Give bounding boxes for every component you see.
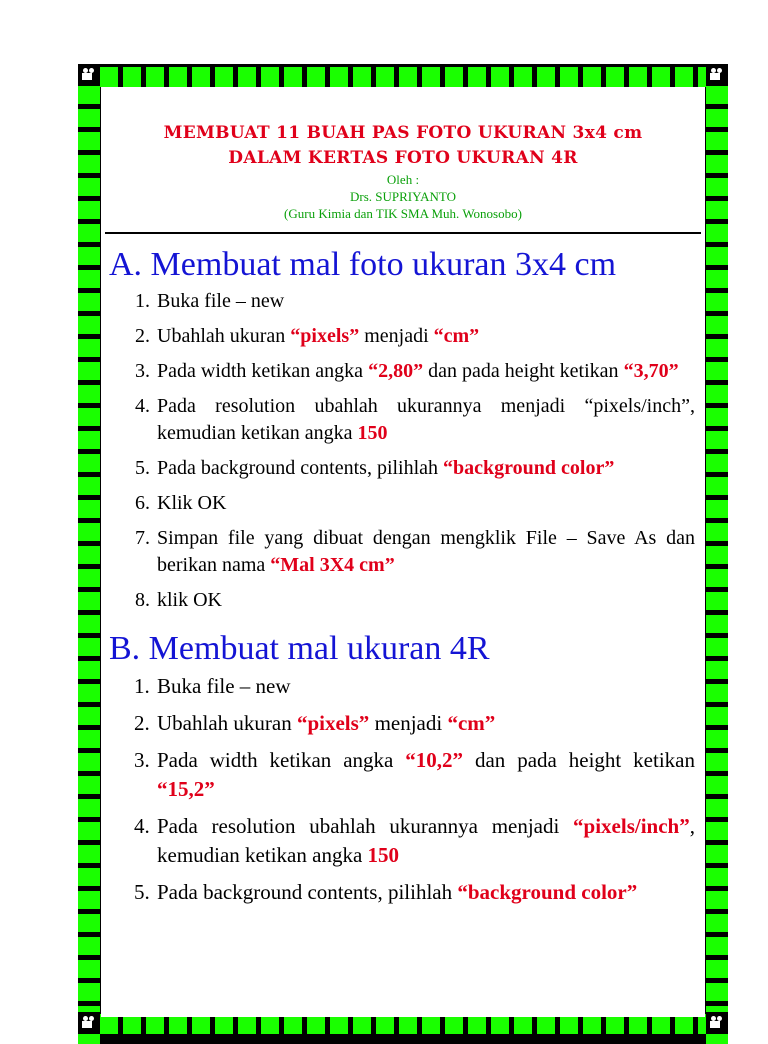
step-text: Pada background contents, pilihlah	[157, 880, 458, 904]
film-strip-bottom	[100, 1014, 706, 1034]
film-strip-left	[78, 86, 100, 1044]
step-text: Pada width ketikan angka	[157, 748, 406, 772]
step-text: , kemudian ketikan angka	[157, 814, 695, 867]
movie-camera-icon	[706, 64, 728, 86]
movie-camera-icon	[706, 1012, 728, 1034]
highlighted-text: “pixels”	[290, 325, 360, 347]
step-text: Pada background contents, pilihlah	[157, 457, 444, 479]
step-text: Simpan file yang dibuat dengan mengklik File – Save As dan berikan nama	[157, 527, 695, 576]
highlighted-text: “15,2”	[157, 777, 215, 801]
list-item	[155, 587, 695, 614]
step-text: Buka file – new	[157, 290, 285, 312]
list-item	[155, 709, 695, 738]
list-item	[155, 812, 695, 870]
step-text: Buka file – new	[157, 674, 291, 698]
document-header	[101, 87, 705, 222]
highlighted-text: “2,80”	[368, 360, 424, 382]
movie-camera-icon	[78, 64, 100, 86]
step-text: Pada resolution ubahlah ukurannya menjadi	[157, 814, 574, 838]
list-item	[155, 393, 695, 447]
highlighted-text: “cm”	[447, 711, 496, 735]
step-text: dan pada height ketikan	[423, 360, 624, 382]
title-line-1: MEMBUAT 11 BUAH PAS FOTO UKURAN 3x4 cm	[163, 123, 643, 143]
document-page	[101, 87, 705, 1017]
list-item	[155, 490, 695, 517]
step-text: klik OK	[157, 589, 222, 611]
step-text: menjadi	[359, 325, 434, 347]
step-text: Klik OK	[157, 492, 227, 514]
movie-camera-icon	[78, 1012, 100, 1034]
highlighted-text: “background color”	[457, 880, 638, 904]
highlighted-text: “cm”	[433, 325, 480, 347]
step-text: menjadi	[369, 711, 448, 735]
film-strip-right	[706, 86, 728, 1044]
step-text: dan pada height ketikan	[463, 748, 695, 772]
highlighted-text: “10,2”	[405, 748, 464, 772]
section-a-heading: A. Membuat mal foto ukuran 3x4 cm	[109, 246, 617, 283]
list-item	[155, 746, 695, 804]
list-item	[155, 525, 695, 579]
list-item	[155, 288, 695, 315]
section-b-heading: B. Membuat mal ukuran 4R	[109, 630, 490, 667]
by-label: Oleh :	[386, 172, 420, 187]
list-item	[155, 455, 695, 482]
list-item	[155, 878, 695, 907]
list-item	[155, 323, 695, 350]
author-name: Drs. SUPRIYANTO	[350, 189, 456, 204]
header-divider	[105, 232, 701, 234]
section-a-steps	[101, 288, 705, 614]
highlighted-text: “pixels”	[296, 711, 370, 735]
step-text: Ubahlah ukuran	[157, 325, 291, 347]
step-text: Pada width ketikan angka	[157, 360, 369, 382]
list-item	[155, 672, 695, 701]
list-item	[155, 358, 695, 385]
highlighted-text: “background color”	[443, 457, 615, 479]
section-b-steps	[101, 672, 705, 907]
highlighted-text: “Mal 3X4 cm”	[270, 554, 395, 576]
title-line-2: DALAM KERTAS FOTO UKURAN 4R	[228, 148, 578, 168]
highlighted-text: 150	[357, 422, 388, 444]
step-text: Pada resolution ubahlah ukurannya menjadi “pixels/inch”, kemudian ketikan angka	[157, 395, 695, 444]
author-affiliation: (Guru Kimia dan TIK SMA Muh. Wonosobo)	[284, 206, 522, 221]
highlighted-text: “3,70”	[623, 360, 679, 382]
step-text: Ubahlah ukuran	[157, 711, 297, 735]
film-strip-top	[100, 67, 706, 87]
highlighted-text: “pixels/inch”	[573, 814, 690, 838]
highlighted-text: 150	[367, 843, 400, 867]
